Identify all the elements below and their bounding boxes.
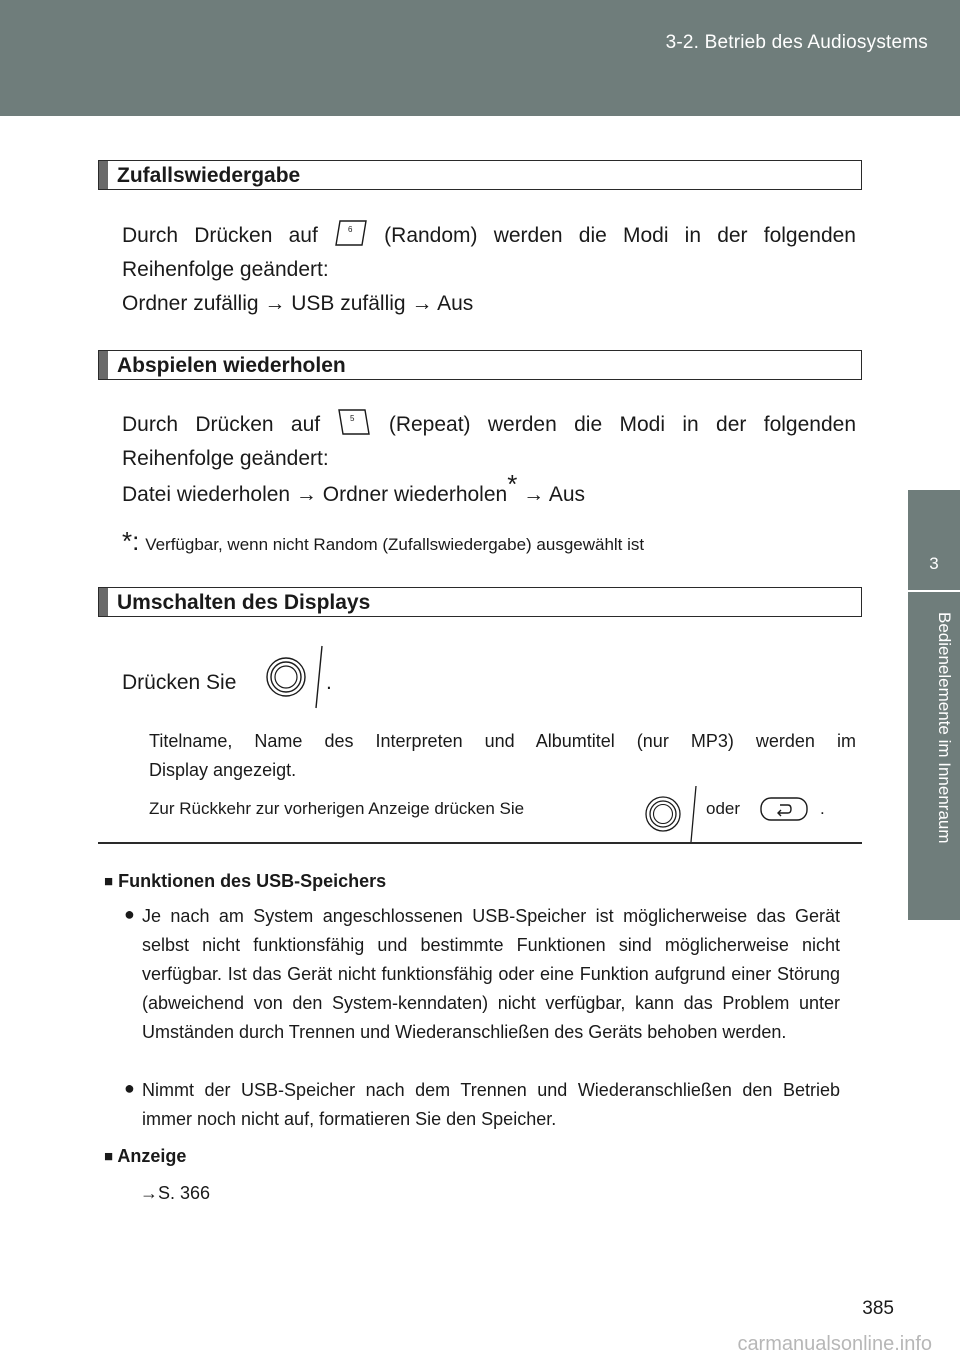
section-marker (99, 351, 108, 379)
page-number: 385 (862, 1298, 894, 1319)
section1-sequence: Ordner zufällig → USB zufällig → Aus (122, 292, 474, 315)
footnote (122, 524, 644, 562)
footnote-marker: *: (122, 526, 140, 556)
usb-item-1: Je nach am System angeschlossenen USB-Speicher ist möglicherweise das Gerät selbst nicht funktionsfähig und bestimmte Funktionen sind möglicherweise nicht verfügbar. Ist das Gerät nicht funktionsfähig oder eine Funktion aufgrund einer Störung (abweichend von den System-kenndaten) nicht verfügbar, kann das Problem unter Umständen durch Trennen und Wiederanschließen des Geräts behoben werden. (142, 906, 840, 1042)
text: (Repeat) werden die Modi in der folgenden (388, 413, 856, 436)
section2-line1 (122, 408, 856, 446)
square-bullet-icon: ■ (104, 1148, 114, 1165)
preset-6-key-icon (334, 220, 368, 257)
footnote-star: * (507, 469, 518, 499)
section-title: Zufallswiedergabe (117, 164, 301, 187)
anzeige-heading (104, 1141, 186, 1172)
preset-5-key-icon (337, 409, 371, 446)
return-text-post: . (820, 799, 825, 818)
chapter-side-tab (908, 490, 960, 920)
back-button-icon (760, 797, 810, 828)
section1-line2: Reihenfolge geändert: (122, 258, 329, 281)
footnote-text: Verfügbar, wenn nicht Random (Zufallswiedergabe) ausgewählt ist (145, 535, 645, 554)
heading-text: Funktionen des USB-Speichers (118, 871, 387, 891)
return-text-pre: Zur Rückkehr zur vorherigen Anzeige drücken Sie (149, 799, 525, 818)
section-marker (99, 588, 108, 616)
bullet-icon: ● (124, 1078, 135, 1098)
section2-sequence (122, 469, 586, 512)
tab-divider (908, 590, 960, 592)
divider-rule (98, 842, 862, 844)
text: Datei wiederholen → Ordner wiederholen (122, 483, 508, 506)
text: (Random) werden die Modi in der folgenden (384, 224, 856, 247)
section-title: Umschalten des Displays (117, 591, 371, 614)
bullet-icon: ● (124, 904, 135, 924)
section1-line1 (122, 219, 856, 257)
display-desc-line1: Titelname, Name des Interpreten und Albumtitel (nur MP3) werden im (149, 731, 856, 751)
svg-text:5: 5 (350, 414, 355, 423)
chapter-label: Bedienelemente im Innenraum (935, 612, 954, 844)
usb-item-2: Nimmt der USB-Speicher nach dem Trennen und Wiederanschließen den Betrieb immer noch nicht auf, formatieren Sie den Speicher. (142, 1080, 840, 1129)
press-text-post: . (326, 671, 332, 694)
chapter-title: 3-2. Betrieb des Audiosystems (665, 32, 928, 53)
press-text-pre: Drücken Sie (122, 671, 237, 694)
usb-heading (104, 866, 386, 897)
section-heading-display (98, 587, 862, 617)
svg-text:6: 6 (347, 225, 353, 234)
page-reference-link[interactable]: →S. 366 (140, 1183, 211, 1203)
section-marker (99, 161, 108, 189)
watermark: carmanualsonline.info (737, 1333, 932, 1355)
return-text-mid: oder (706, 799, 741, 818)
display-desc-line2: Display angezeigt. (149, 760, 297, 780)
text: Durch Drücken auf (122, 413, 321, 436)
section-title: Abspielen wiederholen (117, 354, 346, 377)
knob-icon (266, 642, 326, 717)
text: Durch Drücken auf (122, 224, 318, 247)
section2-line2: Reihenfolge geändert: (122, 447, 329, 470)
text: → Aus (517, 483, 586, 506)
knob-icon-small (644, 784, 700, 849)
page-header (0, 0, 960, 116)
chapter-number: 3 (929, 554, 939, 573)
section-heading-repeat (98, 350, 862, 380)
heading-text: Anzeige (117, 1146, 187, 1166)
square-bullet-icon: ■ (104, 873, 114, 890)
section-heading-random (98, 160, 862, 190)
